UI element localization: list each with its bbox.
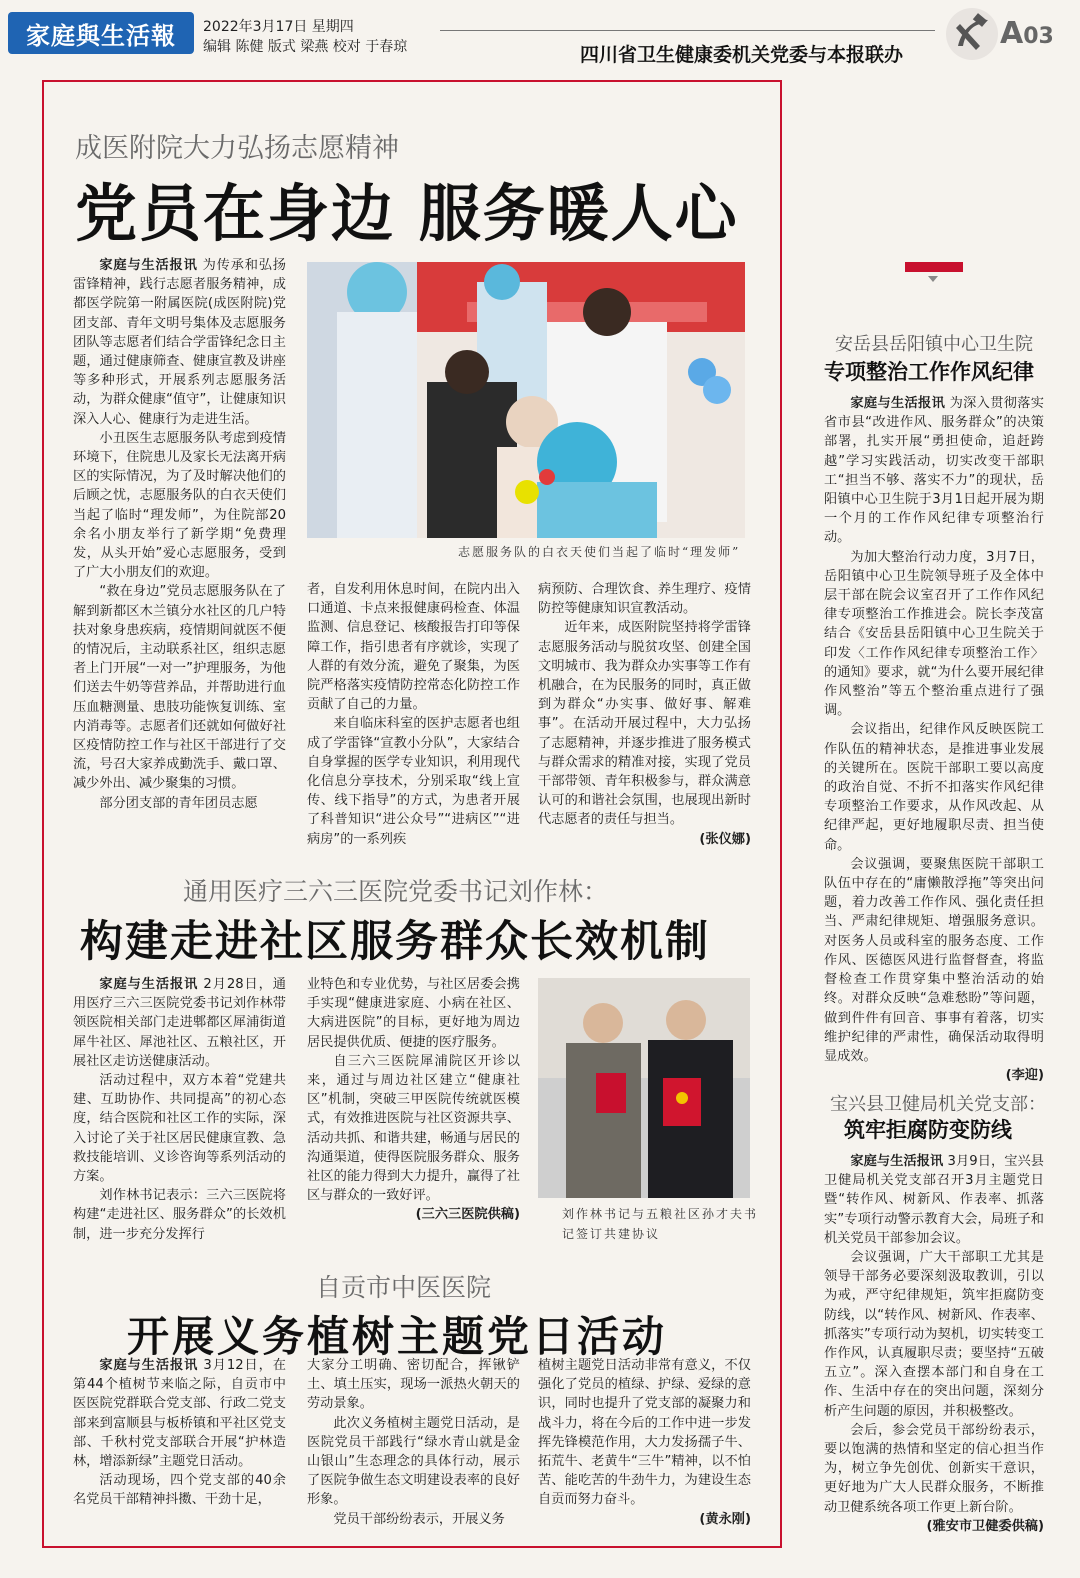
sidebar-arrow-icon (928, 276, 938, 282)
newspaper-logo: 家庭與生活報 (8, 12, 194, 54)
agreement-signing-photo (538, 978, 750, 1198)
article2-kicker: 通用医疗三六三医院党委书记刘作林： (183, 877, 609, 906)
article1-signature: (张仪娜) (699, 831, 751, 847)
article1-col3: 病预防、合理饮食、养生理疗、疫情防控等健康知识宣教活动。 近年来，成医附院坚持将学雷锋志愿服务活动与脱贫攻坚、创建全国文明城市、我为群众办实事等工作有机融合，在为民服务的同时，真正做到为群众“办实事、做好事、解难事”。在活动开展过程中，大力弘扬了志愿精神，并逐步推进了服务模式与群众需求的精准对接，实现了党员干部带领、青年积极参与，群众满意认可的和谐社会氛围，也展现出新时代志愿者的责任与担当。 (张仪娜) (538, 580, 751, 848)
sidebar1-kicker: 安岳县岳阳镇中心卫生院 (835, 334, 1033, 355)
article1-kicker: 成医附院大力弘扬志愿精神 (75, 133, 399, 164)
article1-col1: 家庭与生活报讯 为传承和弘扬雷锋精神，践行志愿者服务精神，成都医学院第一附属医院(成医附院)党团支部、青年文明号集体及志愿服务团队等志愿者们结合学雷锋纪念日主题，通过健康筛查、健康宣教及讲座等多种形式，开展系列志愿服务活动，为群众健康“值守”，让健康知识深入人心、健康行为走进生活。 小丑医生志愿服务队考虑到疫情环境下，住院患儿及家长无法离开病区的实际情况，为了及时解决他们的后顾之忧，志愿服务队的白衣天使们当起了临时“理发师”，为住院部20余名小朋友举行了新学期“免费理发，从头开始”爱心志愿服务，受到了广大小朋友们的欢迎。 “救在身边”党员志愿服务队在了解到新都区木兰镇分水社区的几户特扶对象身患疾病，疫情期间就医不便的情况后，主动联系社区，组织志愿者上门开展“一对一”护理服务，为他们送去牛奶等营养品，并帮助进行血压血糖测量、患肢功能恢复训练、室内消毒等。志愿者们还就如何做好社区疫情防控工作与社区干部进行了交流，号召大家养成勤洗手、戴口罩、减少外出、减少聚集的习惯。 部分团支部的青年团员志愿 (73, 258, 286, 811)
issue-date: 2022年3月17日 星期四 (203, 19, 354, 35)
article2-photo (538, 978, 750, 1198)
sidebar1-body: 家庭与生活报讯 为深入贯彻落实省市县“改进作风、服务群众”的决策部署，扎实开展“勇担使命，追赶跨越”学习实践活动，切实改变干部职工“担当不够、落实不力”的现状，岳阳镇中心卫生院于3月1日起开展为期一个月的工作作风纪律专项整治行动。 为加大整治行动力度，3月7日，岳阳镇中心卫生院领导班子及全体中层干部在院会议室召开了工作作风纪律专项整治工作推进会。院长李茂富结合《安岳县岳阳镇中心卫生院关于印发〈工作作风纪律专项整治工作〉的通知》要求，就“为什么要开展纪律作风整治”等五个整治重点进行了强调。 会议指出，纪律作风反映医院工作队伍的精神状态，是推进事业发展的关键所在。医院干部职工要以高度的政治自觉、不折不扣落实作风纪律专项整治工作要求，从作风改起、从纪律严起，更好地履职尽责、担当使命。 会议强调，要聚焦医院干部职工队伍中存在的“庸懒散浮拖”等突出问题，着力改善工作作风、强化责任担当、严肃纪律规矩、增强服务意识。对医务人员或科室的服务态度、工作作风、医德医风进行监督督查，将监督检查工作贯穿集中整治活动的始终。对群众反映“急难愁盼”等问题，做到件件有回音、事事有着落，切实维护纪律的严肃性，确保活动取得明显成效。 (李迎) (824, 394, 1044, 1062)
article1-photo-caption: 志愿服务队的白衣天使们当起了临时“理发师” (458, 545, 741, 559)
article2-headline: 构建走进社区服务群众长效机制 (80, 917, 710, 967)
article3-col1: 家庭与生活报讯 3月12日，在第44个植树节来临之际，自贡市中医医院党群联合党支部、行政二党支部来到富顺县与板桥镇和平社区党支部、千秋村党支部联合开展“护林造林，增添新绿”主题党日活动。 活动现场，四个党支部的40余名党员干部精神抖擞、干劲十足， (73, 1358, 286, 1508)
party-emblem-icon (944, 6, 1000, 62)
article1-photo (307, 262, 745, 538)
page-number: A03 (1000, 16, 1054, 51)
sidebar2-signature: (雅安市卫健委供稿) (926, 1518, 1044, 1534)
article3-col2: 大家分工明确、密切配合，挥锹铲土、填土压实，现场一派热火朝天的劳动景象。 此次义务植树主题党日活动，是医院党员干部践行“绿水青山就是金山银山”生态理念的具体行动，展示了医院争做生态文明建设表率的良好形象。 党员干部纷纷表示，开展义务 (307, 1358, 520, 1527)
article3-signature: (黄永刚) (699, 1511, 751, 1527)
column-title: 四川省卫生健康委机关党委与本报联办 (580, 44, 904, 66)
article2-photo-caption: 刘作林书记与五粮社区孙才夫书记签订共建协议 (562, 1207, 759, 1241)
staff-credits: 编辑 陈健 版式 梁燕 校对 于春琼 (203, 39, 408, 55)
article2-col2: 业特色和专业优势，与社区居委会携手实现“健康进家庭、小病在社区、大病进医院”的目标，更好地为周边居民提供优质、便捷的医疗服务。 自三六三医院犀浦院区开诊以来，通过与周边社区建立“健康社区”机制，突破三甲医院传统就医模式，有效推进医院与社区资源共享、活动共抓、和谐共建，畅通与居民的沟通渠道，使得医院服务群众、服务社区的能力得到大力提升，赢得了社区与群众的一致好评。 (三六三医院供稿) (307, 975, 520, 1245)
masthead-rule (440, 30, 935, 31)
article1-col2: 者，自发利用休息时间，在院内出入口通道、卡点来报健康码检查、体温监测、信息登记、核酸报告打印等保障工作，指引患者有序就诊，实现了人群的有效分流，避免了聚集，为医院严格落实疫情防控常态化防控工作贡献了自己的力量。 来自临床科室的医护志愿者也组成了学雷锋“宣教小分队”，大家结合自身掌握的医学专业知识，利用现代化信息分享技术，分别采取“线上宣传、线下指导”的方式，为患者开展了科普知识“进公众号”“进病区”“进病房”的一系列疾 (307, 582, 520, 847)
article3-kicker: 自贡市中医医院 (316, 1273, 492, 1302)
article3-col3: 植树主题党日活动非常有意义，不仅强化了党员的植绿、护绿、爱绿的意识，同时也提升了党支部的凝聚力和战斗力，将在今后的工作中进一步发挥先锋模范作用，大力发扬孺子牛、拓荒牛、老黄牛“三牛”精神，以不怕苦、能吃苦的牛劲牛力，为建设生态自贡而努力奋斗。 (黄永刚) (538, 1356, 751, 1536)
sidebar2-kicker: 宝兴县卫健局机关党支部： (830, 1094, 1046, 1115)
sidebar2-body: 家庭与生活报讯 3月9日，宝兴县卫健局机关党支部召开3月主题党日暨“转作风、树新风、作表率、抓落实”专项行动警示教育大会，局班子和机关党员干部参加会议。 会议强调，广大干部职工尤其是领导干部务必要深刻汲取教训，引以为戒，严守纪律规矩，筑牢拒腐防变防线，以“转作风、树新风、作表率、抓落实”专项行动为契机，切实转变工作作风，认真履职尽责；要坚持“五破五立”。深入查摆本部门和自身在工作、生活中存在的突出问题，深刻分析产生问题的原因，并积极整改。 会后，参会党员干部纷纷表示，要以饱满的热情和坚定的信心担当作为，树立争先创优、创新实干意识，更好地为广大人民群众服务，不断推动卫健系统各项工作更上新台阶。 (雅安市卫健委供稿) (824, 1152, 1044, 1536)
haircut-volunteers-photo (307, 262, 745, 538)
sidebar-marker (905, 262, 963, 272)
article2-signature: (三六三医院供稿) (415, 1207, 520, 1223)
sidebar1-headline: 专项整治工作作风纪律 (824, 359, 1034, 384)
sidebar2-headline: 筑牢拒腐防变防线 (844, 1117, 1012, 1142)
sidebar1-signature: (李迎) (1005, 1068, 1044, 1084)
article2-col1: 家庭与生活报讯 2月28日，通用医疗三六三医院党委书记刘作林带领医院相关部门走进郫都区犀浦街道犀牛社区、犀池社区、五粮社区，开展社区走访送健康活动。 活动过程中，双方本着“党建共建、互助协作、共同提高”的初心态度，结合医院和社区工作的实际，深入讨论了关于社区居民健康宣教、急救技能培训、义诊咨询等系列活动的方案。 刘作林书记表示：三六三医院将构建“走进社区、服务群众”的长效机制，进一步充分发挥行 (73, 977, 286, 1242)
article1-headline: 党员在身边 服务暖人心 (75, 177, 739, 250)
article3-headline: 开展义务植树主题党日活动 (127, 1312, 668, 1361)
